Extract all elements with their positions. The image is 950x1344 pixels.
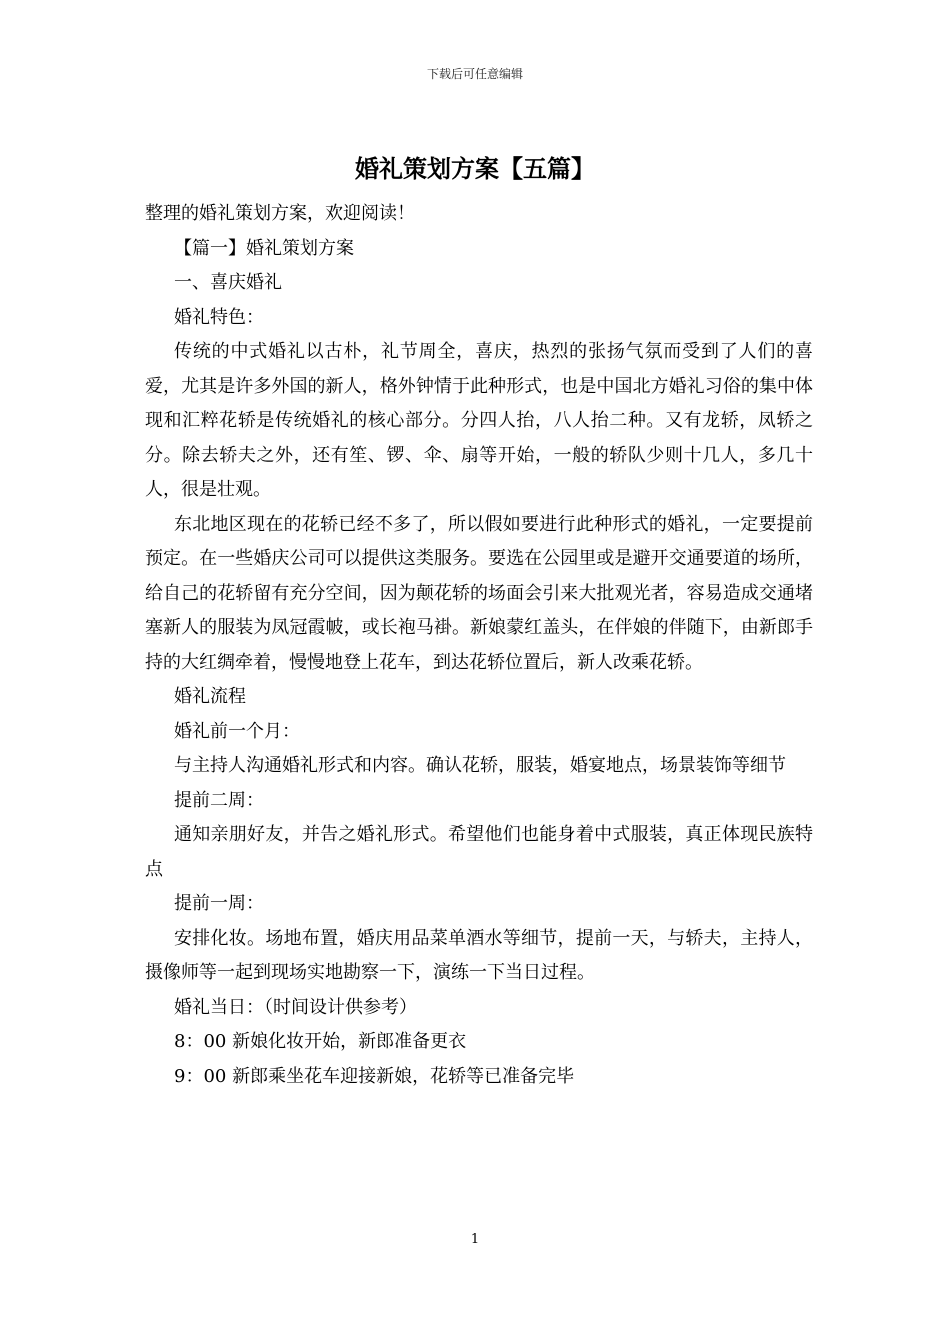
body-paragraph: 婚礼前一个月： bbox=[174, 720, 300, 742]
document-body bbox=[145, 197, 813, 1094]
body-paragraph: 提前一周： bbox=[174, 893, 264, 914]
body-paragraph: 婚礼当日：（时间设计供参考） bbox=[174, 996, 417, 1018]
document-title: 婚礼策划方案【五篇】 bbox=[355, 154, 595, 183]
body-paragraph: 一、喜庆婚礼 bbox=[174, 272, 282, 293]
body-paragraph: 9：00 新郎乘坐花车迎接新娘，花轿等已准备完毕 bbox=[174, 1065, 575, 1087]
page-number: 1 bbox=[470, 1232, 480, 1247]
body-paragraph: 提前二周： bbox=[174, 789, 264, 811]
body-paragraph: 传统的中式婚礼以古朴，礼节周全，喜庆，热烈的张扬气氛而受到了人们的喜爱，尤其是许多外国的新人，格外钟情于此种形式，也是中国北方婚礼习俗的集中体现和汇粹花轿是传统婚礼的核心部分。分四人抬，八人抬二种。又有龙轿，凤轿之分。除去轿夫之外，还有笙、锣、伞、扇等开始，一般的轿队少则十几人，多几十人，很是壮观。 bbox=[145, 341, 813, 500]
body-paragraph: 通知亲朋好友，并告之婚礼形式。希望他们也能身着中式服装，真正体现民族特点 bbox=[145, 824, 813, 880]
body-paragraph: 婚礼特色： bbox=[174, 306, 264, 328]
body-paragraph: 【篇一】婚礼策划方案 bbox=[174, 237, 354, 259]
body-paragraph: 婚礼流程 bbox=[174, 686, 246, 707]
body-paragraph: 整理的婚礼策划方案，欢迎阅读！ bbox=[145, 203, 415, 224]
page-header: 下载后可任意编辑 bbox=[426, 67, 523, 81]
body-paragraph: 与主持人沟通婚礼形式和内容。确认花轿，服装，婚宴地点，场景装饰等细节 bbox=[174, 755, 786, 776]
body-paragraph: 东北地区现在的花轿已经不多了，所以假如要进行此种形式的婚礼，一定要提前预定。在一些婚庆公司可以提供这类服务。要选在公园里或是避开交通要道的场所，给自己的花轿留有充分空间，因为颠花轿的场面会引来大批观光者，容易造成交通堵塞新人的服装为凤冠霞帔，或长袍马褂。新娘蒙红盖头，在伴娘的伴随下，由新郎手持的大红绸牵着，慢慢地登上花车，到达花轿位置后，新人改乘花轿。 bbox=[145, 513, 813, 673]
body-paragraph: 8：00 新娘化妆开始，新郎准备更衣 bbox=[174, 1031, 467, 1052]
body-paragraph: 安排化妆。场地布置，婚庆用品菜单酒水等细节，提前一天，与轿夫，主持人，摄像师等一起到现场实地勘察一下，演练一下当日过程。 bbox=[145, 927, 813, 983]
